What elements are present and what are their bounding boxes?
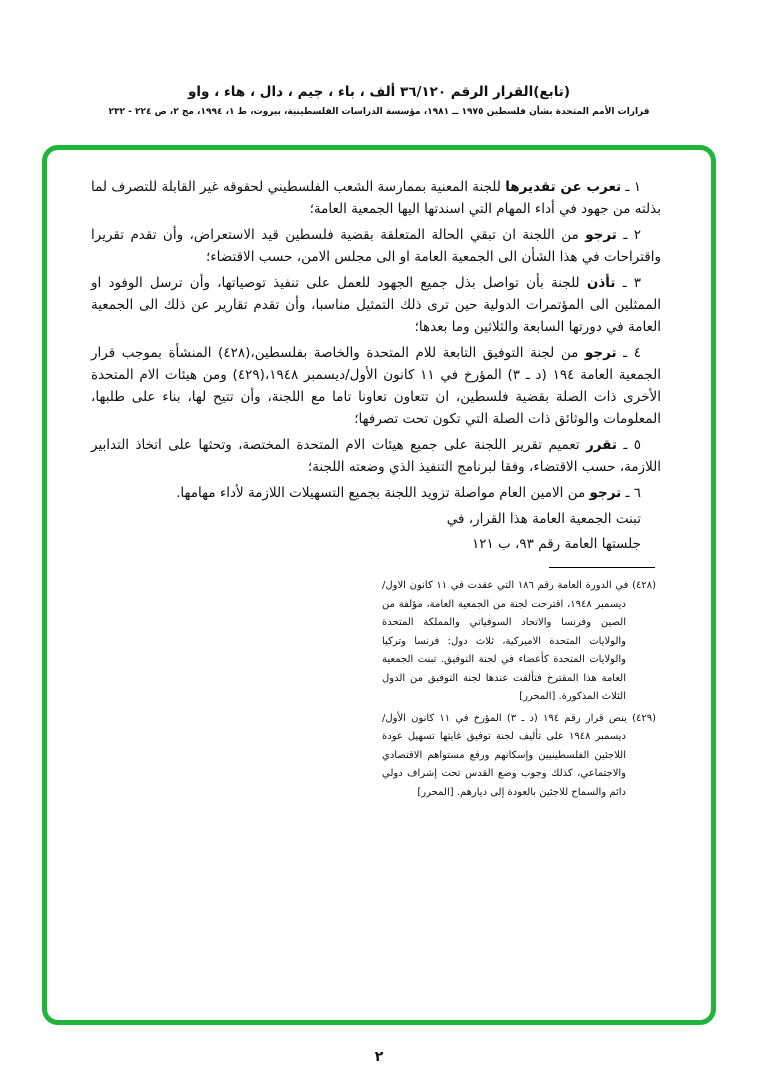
adoption-note-line-2: جلستها العامة رقم ٩٣، ب ١٢١ [472,536,641,552]
source-citation: قرارات الأمم المتحدة بشأن فلسطين ١٩٧٥ ــ ١٩٨١، مؤسسة الدراسات الفلسطينية، بيروت، ط ١، ١٩٩٤، مج ٢، ص ٢٢٤ - ٢٣٢ [108,107,650,117]
paragraph-4-text: من لجنة التوفيق التابعة للام المتحدة والخاصة بفلسطين،(٤٢٨) المنشأة بموجب قرار الجمعية العامة ١٩٤ (د ـ ٣) المؤرخ في ١١ كانون الأول/ديسمبر ١٩٤٨،(٤٢٩) ومن هيئات الام المتحدة الأخرى ذات الصلة بقضية فلسطين، ان تتعاون تعاونا تاما مع اللجنة، وأن تتيح لها، بناء على طلبها، المعلومات والوثائق ذات الصلة التي تكون تحت تصرفها؛ [91,345,662,427]
paragraph-3-lead: تأذن [586,275,616,291]
footnote-separator [549,567,655,568]
paragraph-1-lead: تعرب عن تقديرها [505,179,622,195]
paragraph-6-text: من الامين العام مواصلة تزويد اللجنة بجميع التسهيلات اللازمة لأداء مهامها. [176,485,590,501]
paragraph-5-lead: تقرر [586,437,617,453]
paragraph-2-number: ٢ ـ [616,227,641,243]
content-border [42,145,716,1025]
paragraph-5-number: ٥ ـ [616,437,641,453]
resolution-title: (تابع)القرار الرقم ٣٦/١٢٠ ألف ، باء ، جيم ، دال ، هاء ، واو [187,84,571,100]
footnote-429 [382,710,656,803]
resolution-body [91,176,661,555]
paragraph-6-lead: ترجو [589,485,622,501]
adoption-note [91,508,661,555]
footnotes [382,577,656,802]
footnote-428-text: في الدورة العامة رقم ١٨٦ التي عقدت في ١١ كانون الاول/ديسمبر ١٩٤٨، اقترحت لجنة من الجمعية العامة، مؤلفة من الصين وفرنسا والاتحاد السوفياتي والمملكة المتحدة والولايات المتحدة الاميركية، ثلاث دول: فرنسا وتركيا والولايات المتحدة كأعضاء في لجنة التوفيق. تبنت الجمعية العامة هذا المقترح فتألفت عندها لجنة التوفيق من الدول الثلاث المذكورة. [المحرر] [382,580,633,702]
page-number: ٢ [374,1049,384,1065]
paragraph-4-number: ٤ ـ [616,345,641,361]
document-header [0,84,758,117]
paragraph-2-lead: ترجو [585,227,617,243]
footnote-429-text: ينص قرار رقم ١٩٤ (د ـ ٣) المؤرخ في ١١ كانون الأول/ديسمبر ١٩٤٨ على تأليف لجنة توفيق غايتها تسهيل عودة اللاجئين الفلسطينيين وإسكانهم ورفع مستواهم الاقتصادي والاجتماعي، كذلك وجوب وضع القدس تحت إشراف دولي دائم والسماح للاجئين بالعودة إلى ديارهم. [المحرر] [382,712,633,798]
footnote-428 [382,577,656,707]
paragraph-1 [91,176,661,220]
paragraph-6-number: ٦ ـ [621,485,641,501]
paragraph-3 [91,272,661,338]
paragraph-6 [91,482,661,504]
page-footer [0,1046,758,1065]
paragraph-4-lead: ترجو [584,345,617,361]
paragraph-5-text: تعميم تقرير اللجنة على جميع هيئات الام المتحدة المختصة، وتحثها على اتخاذ التدابير اللازمة، حسب الاقتضاء، وفقا لبرنامج التنفيذ الذي وضعته اللجنة؛ [91,437,661,475]
footnote-428-number: (٤٢٨) [632,580,656,591]
paragraph-3-number: ٣ ـ [615,275,642,291]
paragraph-5 [91,434,661,478]
footnote-429-number: (٤٢٩) [632,712,657,724]
paragraph-2 [91,224,661,268]
paragraph-2-text: من اللجنة ان تبقي الحالة المتعلقة بقضية فلسطين قيد الاستعراض، وأن تقدم تقريرا واقتراحات في هذا الشأن الى الجمعية العامة او الى مجلس الامن، حسب الاقتضاء؛ [91,227,661,265]
paragraph-4 [91,342,661,430]
adoption-note-line-1: تبنت الجمعية العامة هذا القرار، في [446,511,641,527]
paragraph-3-text: للجنة بأن تواصل بذل جميع الجهود للعمل على تنفيذ توصياتها، وأن ترسل الوفود او الممثلين الى المؤتمرات الدولية حين ترى ذلك التمثيل مناسبا، وأن تقدم تقارير عن ذلك الى الجمعية العامة في دورتها السابعة والثلاثين وما بعدها؛ [91,275,661,335]
paragraph-1-text: للجنة المعنية بممارسة الشعب الفلسطيني لحقوقه غير القابلة للتصرف لما بذلته من جهود في أداء المهام التي اسندتها اليها الجمعية العامة؛ [91,179,661,217]
paragraph-1-number: ١ ـ [621,179,641,195]
